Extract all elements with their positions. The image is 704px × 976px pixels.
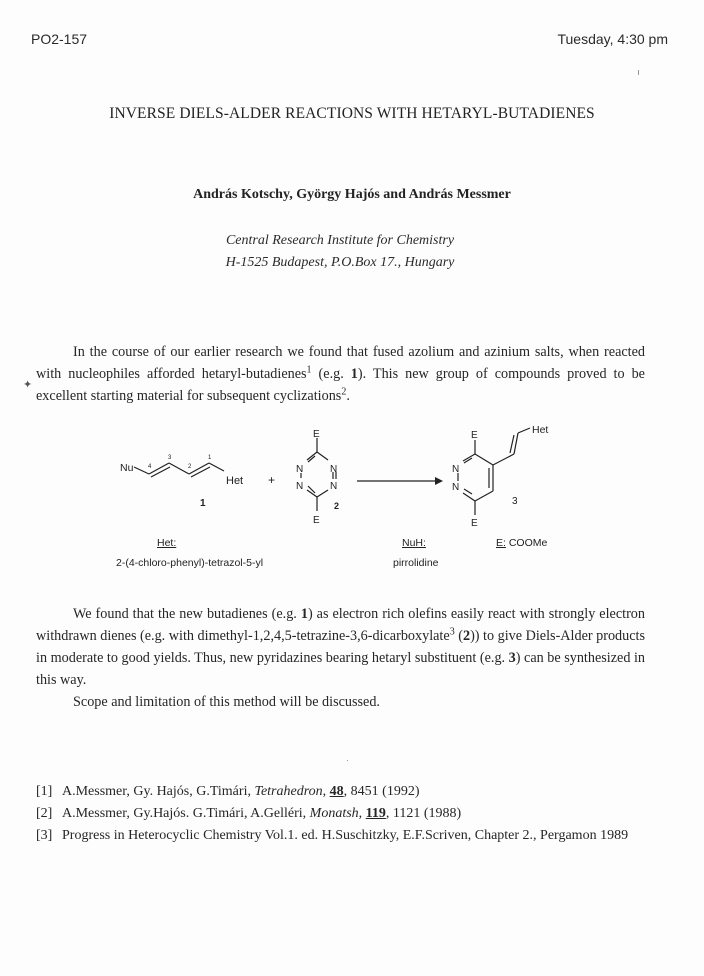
citation-3: 3 — [449, 626, 455, 638]
pointer-cursor-icon: ✦ — [23, 379, 33, 391]
compound-number-2: 2 — [334, 501, 340, 511]
intro-paragraph: In the course of our earlier research we found that fused azolium and azinium salts, when reacted with nucleophiles afforded hetaryl-butadienes$^1$ (e.g. 1). This new group of compounds proved to be excellent starting material for subsequent cyclizations$^2$. — [36, 344, 645, 404]
citation-2: 2 — [341, 386, 347, 398]
n-label: N — [452, 482, 460, 493]
n-label: N — [330, 464, 338, 475]
het-label-3: Het — [532, 424, 549, 436]
position-1: 1 — [208, 455, 212, 461]
n-label: N — [296, 481, 304, 492]
nuh-legend-value: pirrolidine — [393, 557, 439, 569]
reference-item: [2] A.Messmer, Gy.Hajós. G.Timári, A.Gelléri, Monatsh, 119, 1121 (1988) — [36, 806, 462, 821]
affiliation-institute: Central Research Institute for Chemistry — [225, 233, 455, 248]
ester-label-bottom: E — [471, 518, 478, 529]
nu-label: Nu — [120, 462, 134, 474]
session-time: Tuesday, 4:30 pm — [557, 31, 668, 47]
pyridazine-bonds — [458, 428, 530, 515]
n-label: N — [330, 481, 338, 492]
position-4: 4 — [148, 464, 152, 470]
position-2: 2 — [188, 464, 192, 470]
ester-label-bottom: E — [313, 515, 320, 526]
ester-label-top: E — [471, 430, 478, 441]
compound-ref: 1 — [350, 366, 358, 382]
authors: András Kotschy, György Hajós and András Messmer — [193, 187, 511, 202]
results-paragraph: We found that the new butadienes (e.g. 1) as electron rich olefins easily react with strongly electron withdrawn dienes (e.g. with dimethyl-1,2,4,5-tetrazine-3,6-dicarboxylate$^3$ (2)) to give Diels-Alder products in moderate to good yields. Thus, new pyridazines bearing hetaryl substituent (e.g. 3) can be synthesized in this way. Scope and limitation of this method will be discussed. — [36, 603, 645, 713]
compound-number-3: 3 — [512, 496, 518, 507]
abstract-code: PO2-157 — [31, 31, 88, 47]
e-legend-value: COOMe — [508, 537, 548, 549]
citation-1: 1 — [306, 364, 312, 376]
scan-speck — [638, 70, 639, 75]
reference-item: [3] Progress in Heterocyclic Chemistry Vol.1. ed. H.Suschitzky, E.F.Scriven, Chapter 2., Pergamon 1989 — [36, 828, 629, 843]
reference-item: [1] A.Messmer, Gy. Hajós, G.Timári, Tetrahedron, 48, 8451 (1992) — [36, 784, 420, 799]
e-legend-label: E: — [496, 537, 506, 549]
arrow-head-icon — [435, 477, 443, 485]
position-3: 3 — [168, 455, 172, 461]
het-legend-value: 2-(4-chloro-phenyl)-tetrazol-5-yl — [116, 557, 264, 569]
e-legend — [496, 537, 547, 549]
het-label-1: Het — [226, 475, 244, 487]
scope-sentence: Scope and limitation of this method will be discussed. — [73, 694, 380, 710]
scan-speck — [347, 760, 348, 761]
het-legend-label: Het: — [157, 537, 177, 549]
paper-title: INVERSE DIELS-ALDER REACTIONS WITH HETARYL-BUTADIENES — [109, 105, 595, 122]
ester-label-top: E — [313, 429, 320, 440]
affiliation-address: H-1525 Budapest, P.O.Box 17., Hungary — [225, 255, 455, 270]
plus-sign: + — [268, 473, 276, 487]
n-label: N — [296, 464, 304, 475]
compound-number-1: 1 — [200, 498, 206, 509]
references-list — [36, 781, 656, 847]
nuh-legend-label: NuH: — [402, 537, 426, 549]
n-label: N — [452, 464, 460, 475]
reaction-scheme — [100, 415, 600, 580]
